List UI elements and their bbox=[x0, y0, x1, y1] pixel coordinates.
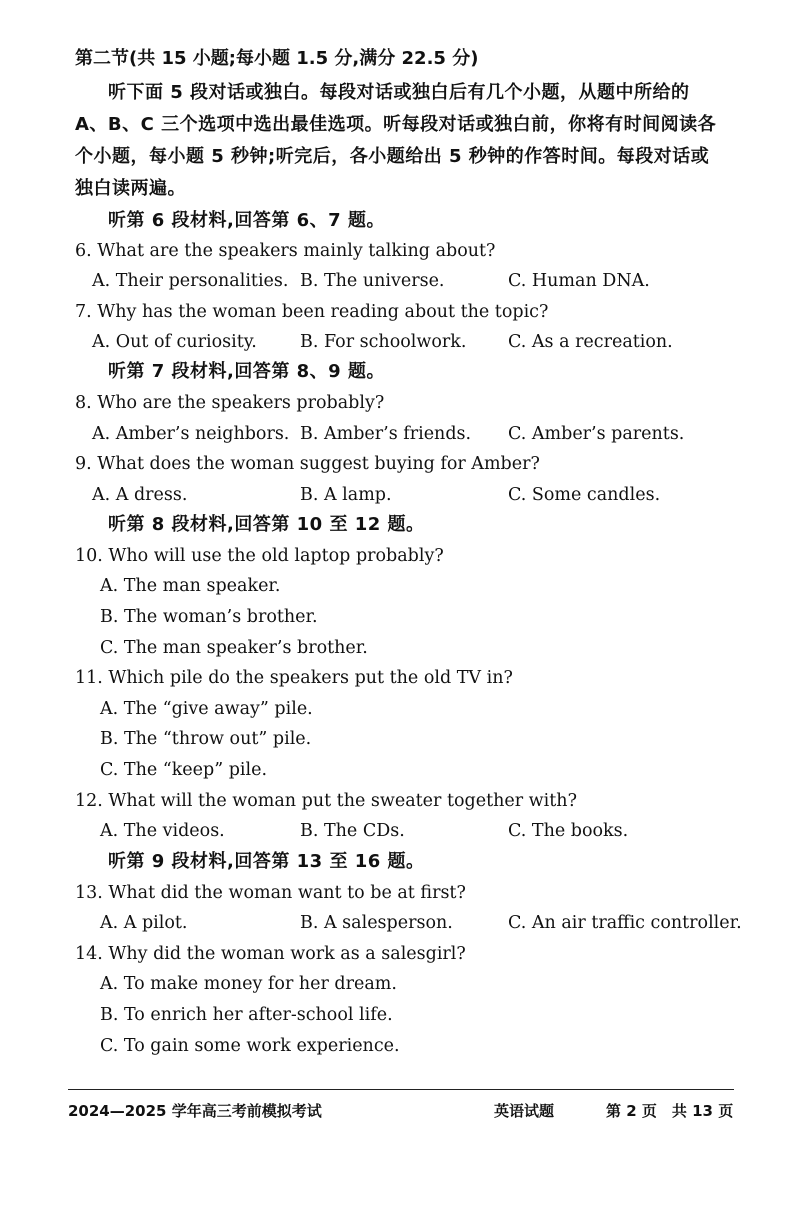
option-c: C. The “keep” pile. bbox=[100, 760, 268, 780]
question-stem: 7. Why has the woman been reading about the topic? bbox=[75, 302, 549, 322]
option-b: B. The “throw out” pile. bbox=[100, 729, 312, 749]
group-label: 听第 9 段材料,回答第 13 至 16 题。 bbox=[108, 851, 425, 872]
option-a: A. A dress. bbox=[92, 485, 188, 505]
footer-exam-name: 2024—2025 学年高三考前模拟考试 bbox=[68, 1102, 322, 1120]
option-a: A. A pilot. bbox=[100, 913, 188, 933]
section-title: 第二节(共 15 小题;每小题 1.5 分,满分 22.5 分) bbox=[75, 48, 479, 69]
option-a: A. Out of curiosity. bbox=[92, 332, 257, 352]
footer-divider bbox=[68, 1089, 734, 1090]
question-stem: 12. What will the woman put the sweater together with? bbox=[75, 791, 577, 811]
question-stem: 14. Why did the woman work as a salesgirl? bbox=[75, 944, 466, 964]
option-c: C. To gain some work experience. bbox=[100, 1036, 400, 1056]
option-a: A. Their personalities. bbox=[92, 271, 289, 291]
group-label: 听第 6 段材料,回答第 6、7 题。 bbox=[108, 210, 385, 231]
question-stem: 9. What does the woman suggest buying for Amber? bbox=[75, 454, 540, 474]
footer-subject: 英语试题 bbox=[494, 1102, 555, 1120]
option-b: B. To enrich her after-school life. bbox=[100, 1005, 393, 1025]
option-c: C. As a recreation. bbox=[508, 332, 673, 352]
option-b: B. The universe. bbox=[300, 271, 445, 291]
option-c: C. The man speaker’s brother. bbox=[100, 638, 368, 658]
option-a: A. Amber’s neighbors. bbox=[92, 424, 290, 444]
option-a: A. The man speaker. bbox=[100, 576, 281, 596]
option-c: C. Amber’s parents. bbox=[508, 424, 685, 444]
option-a: A. The videos. bbox=[100, 821, 225, 841]
option-a: A. The “give away” pile. bbox=[100, 699, 313, 719]
footer-page-number: 第 2 页 共 13 页 bbox=[606, 1102, 734, 1120]
question-stem: 10. Who will use the old laptop probably? bbox=[75, 546, 444, 566]
question-stem: 6. What are the speakers mainly talking about? bbox=[75, 241, 496, 261]
option-c: C. An air traffic controller. bbox=[508, 913, 742, 933]
instruction-line-3: 个小题，每小题 5 秒钟;听完后，各小题给出 5 秒钟的作答时间。每段对话或 bbox=[75, 146, 710, 167]
instruction-line-1: 听下面 5 段对话或独白。每段对话或独白后有几个小题，从题中所给的 bbox=[108, 82, 690, 103]
option-c: C. Some candles. bbox=[508, 485, 661, 505]
option-b: B. For schoolwork. bbox=[300, 332, 467, 352]
option-c: C. Human DNA. bbox=[508, 271, 650, 291]
option-b: B. A lamp. bbox=[300, 485, 392, 505]
instruction-line-2: A、B、C 三个选项中选出最佳选项。听每段对话或独白前，你将有时间阅读各 bbox=[75, 114, 717, 135]
group-label: 听第 8 段材料,回答第 10 至 12 题。 bbox=[108, 514, 425, 535]
option-b: B. Amber’s friends. bbox=[300, 424, 472, 444]
option-c: C. The books. bbox=[508, 821, 629, 841]
group-label: 听第 7 段材料,回答第 8、9 题。 bbox=[108, 361, 385, 382]
option-b: B. The woman’s brother. bbox=[100, 607, 318, 627]
question-stem: 11. Which pile do the speakers put the old TV in? bbox=[75, 668, 513, 688]
option-a: A. To make money for her dream. bbox=[100, 974, 397, 994]
option-b: B. A salesperson. bbox=[300, 913, 453, 933]
option-b: B. The CDs. bbox=[300, 821, 405, 841]
question-stem: 13. What did the woman want to be at first? bbox=[75, 883, 466, 903]
question-stem: 8. Who are the speakers probably? bbox=[75, 393, 385, 413]
instruction-line-4: 独白读两遍。 bbox=[75, 178, 186, 199]
